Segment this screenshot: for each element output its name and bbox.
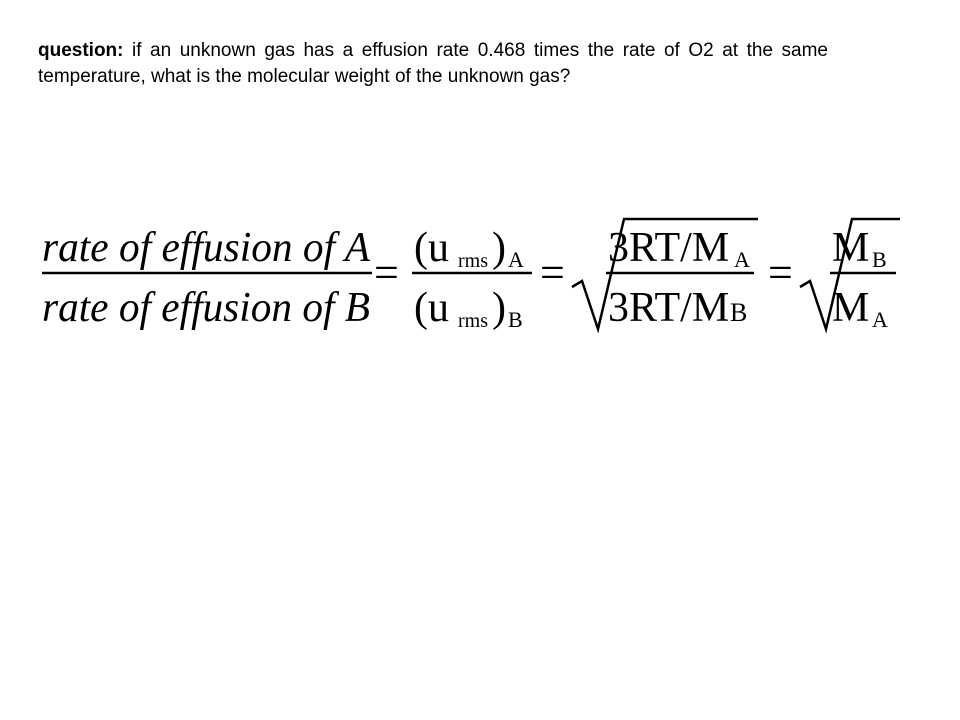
svg-text:3RT/M: 3RT/M bbox=[608, 285, 730, 331]
urms-denominator bbox=[414, 285, 523, 332]
question-text bbox=[38, 38, 828, 90]
svg-text:): ) bbox=[492, 225, 506, 271]
svg-text:M: M bbox=[832, 225, 870, 271]
equals-sign-3: = bbox=[768, 248, 793, 297]
svg-text:B: B bbox=[508, 307, 523, 332]
svg-text:M: M bbox=[832, 285, 870, 331]
svg-text:A: A bbox=[734, 247, 750, 272]
svg-text:A: A bbox=[872, 307, 888, 332]
svg-text:rms: rms bbox=[458, 250, 488, 272]
question-body: if an unknown gas has a effusion rate 0.468 times the rate of O2 at the same temperature, what is the molecular weight of the unknown gas? bbox=[38, 40, 828, 87]
effusion-equation bbox=[0, 195, 960, 345]
svg-text:(u: (u bbox=[414, 225, 449, 271]
question-label: question: bbox=[38, 40, 124, 61]
svg-text:rms: rms bbox=[458, 310, 488, 332]
radical1-denominator bbox=[608, 285, 747, 331]
equals-sign-1: = bbox=[374, 248, 399, 297]
svg-text:B: B bbox=[872, 247, 887, 272]
radical1-numerator bbox=[608, 225, 750, 272]
radical2-numerator bbox=[832, 225, 887, 272]
lhs-numerator: rate of effusion of A bbox=[42, 225, 371, 271]
urms-numerator bbox=[414, 225, 524, 272]
svg-text:A: A bbox=[508, 247, 524, 272]
radical2-denominator bbox=[832, 285, 888, 332]
svg-text:B: B bbox=[730, 298, 748, 327]
equals-sign-2: = bbox=[540, 248, 565, 297]
lhs-denominator: rate of effusion of B bbox=[42, 285, 370, 331]
svg-text:(u: (u bbox=[414, 285, 449, 331]
svg-text:): ) bbox=[492, 285, 506, 331]
svg-text:3RT/M: 3RT/M bbox=[608, 225, 730, 271]
